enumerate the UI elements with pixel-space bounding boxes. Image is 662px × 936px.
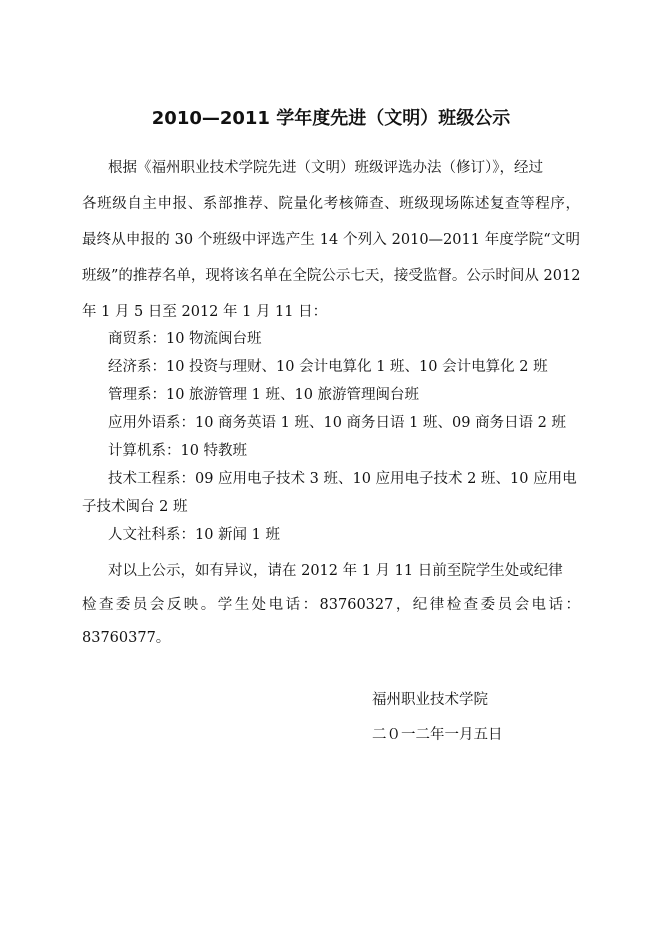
department-line: 计算机系：10 特教班 bbox=[108, 443, 248, 459]
intro-line: 各班级自主申报、系部推荐、院量化考核筛查、班级现场陈述复查等程序， bbox=[82, 196, 580, 212]
department-line: 经济系：10 投资与理财、10 会计电算化 1 班、10 会计电算化 2 班 bbox=[108, 359, 548, 375]
department-line: 人文社科系：10 新闻 1 班 bbox=[108, 527, 281, 543]
closing-line: 检查委员会反映。学生处电话：83760327，纪律检查委员会电话： bbox=[82, 597, 580, 613]
closing-line: 对以上公示，如有异议，请在 2012 年 1 月 11 日前至院学生处或纪律 bbox=[108, 563, 563, 579]
department-line: 技术工程系：09 应用电子技术 3 班、10 应用电子技术 2 班、10 应用电 bbox=[108, 471, 577, 487]
closing-line: 83760377。 bbox=[82, 630, 171, 646]
intro-line: 最终从申报的 30 个班级中评选产生 14 个列入 2010—2011 年度学院“文明 bbox=[82, 232, 580, 248]
document-title: 2010—2011 学年度先进（文明）班级公示 bbox=[151, 108, 511, 129]
intro-line: 班级”的推荐名单，现将该名单在全院公示七天，接受监督。公示时间从 2012 bbox=[82, 268, 581, 284]
department-line: 管理系：10 旅游管理 1 班、10 旅游管理闽台班 bbox=[108, 387, 420, 403]
department-line: 应用外语系：10 商务英语 1 班、10 商务日语 1 班、09 商务日语 2 班 bbox=[108, 415, 567, 431]
signature-organization: 福州职业技术学院 bbox=[372, 692, 488, 708]
signature-date: 二０一二年一月五日 bbox=[372, 727, 503, 743]
department-line: 商贸系：10 物流闽台班 bbox=[108, 331, 262, 347]
intro-line: 根据《福州职业技术学院先进（文明）班级评选办法（修订）》，经过 bbox=[108, 160, 543, 176]
department-line: 子技术闽台 2 班 bbox=[82, 499, 188, 515]
intro-line: 年 1 月 5 日至 2012 年 1 月 11 日： bbox=[82, 304, 328, 320]
